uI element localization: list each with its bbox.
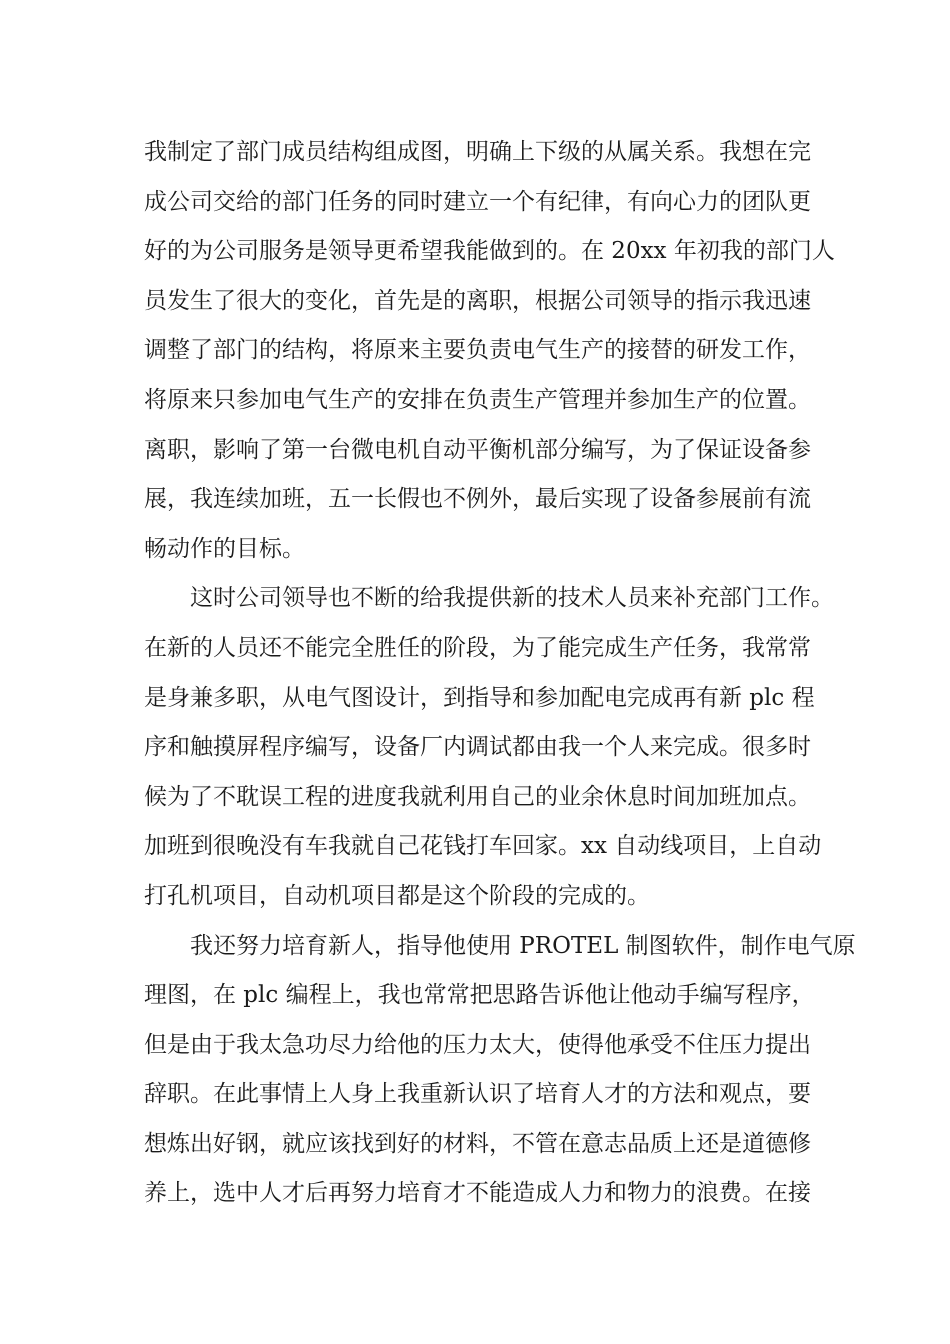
paragraph-line: 离职，影响了第一台微电机自动平衡机部分编写，为了保证设备参	[144, 436, 811, 463]
paragraph-line: 在新的人员还不能完全胜任的阶段，为了能完成生产任务，我常常	[144, 634, 811, 661]
paragraph-line: 畅动作的目标。	[144, 535, 305, 562]
paragraph-line: 想炼出好钢，就应该找到好的材料，不管在意志品质上还是道德修	[144, 1130, 811, 1157]
paragraph-line: 但是由于我太急功尽力给他的压力太大，使得他承受不住压力提出	[144, 1031, 811, 1058]
paragraph-3	[144, 922, 856, 1220]
paragraph-line: 展，我连续加班，五一长假也不例外，最后实现了设备参展前有流	[144, 486, 811, 513]
paragraph-line: 理图，在 plc 编程上，我也常常把思路告诉他让他动手编写程序，	[144, 982, 815, 1009]
paragraph-line: 将原来只参加电气生产的安排在负责生产管理并参加生产的位置。	[144, 386, 811, 413]
paragraph-line: 打孔机项目，自动机项目都是这个阶段的完成的。	[144, 882, 650, 909]
paragraph-line: 调整了部门的结构，将原来主要负责电气生产的接替的研发工作，	[144, 337, 811, 364]
paragraph-line: 我还努力培育新人，指导他使用 PROTEL 制图软件，制作电气原	[190, 932, 856, 959]
paragraph-line: 候为了不耽误工程的进度我就利用自己的业余休息时间加班加点。	[144, 783, 811, 810]
paragraph-line: 养上，选中人才后再努力培育才不能造成人力和物力的浪费。在接	[144, 1180, 811, 1207]
paragraph-line: 好的为公司服务是领导更希望我能做到的。在 20xx 年初我的部门人	[144, 238, 835, 265]
paragraph-1	[144, 128, 835, 574]
paragraph-2	[144, 574, 834, 921]
paragraph-line: 序和触摸屏程序编写，设备厂内调试都由我一个人来完成。很多时	[144, 734, 811, 761]
paragraph-line: 员发生了很大的变化，首先是的离职，根据公司领导的指示我迅速	[144, 287, 811, 314]
paragraph-line: 这时公司领导也不断的给我提供新的技术人员来补充部门工作。	[190, 585, 834, 612]
paragraph-line: 辞职。在此事情上人身上我重新认识了培育人才的方法和观点，要	[144, 1081, 811, 1108]
document-body	[144, 128, 856, 1219]
paragraph-line: 我制定了部门成员结构组成图，明确上下级的从属关系。我想在完	[144, 139, 811, 165]
paragraph-line: 加班到很晚没有车我就自己花钱打车回家。xx 自动线项目，上自动	[144, 833, 822, 860]
paragraph-line: 成公司交给的部门任务的同时建立一个有纪律，有向心力的团队更	[144, 188, 811, 215]
paragraph-line: 是身兼多职，从电气图设计，到指导和参加配电完成再有新 plc 程	[144, 684, 815, 711]
